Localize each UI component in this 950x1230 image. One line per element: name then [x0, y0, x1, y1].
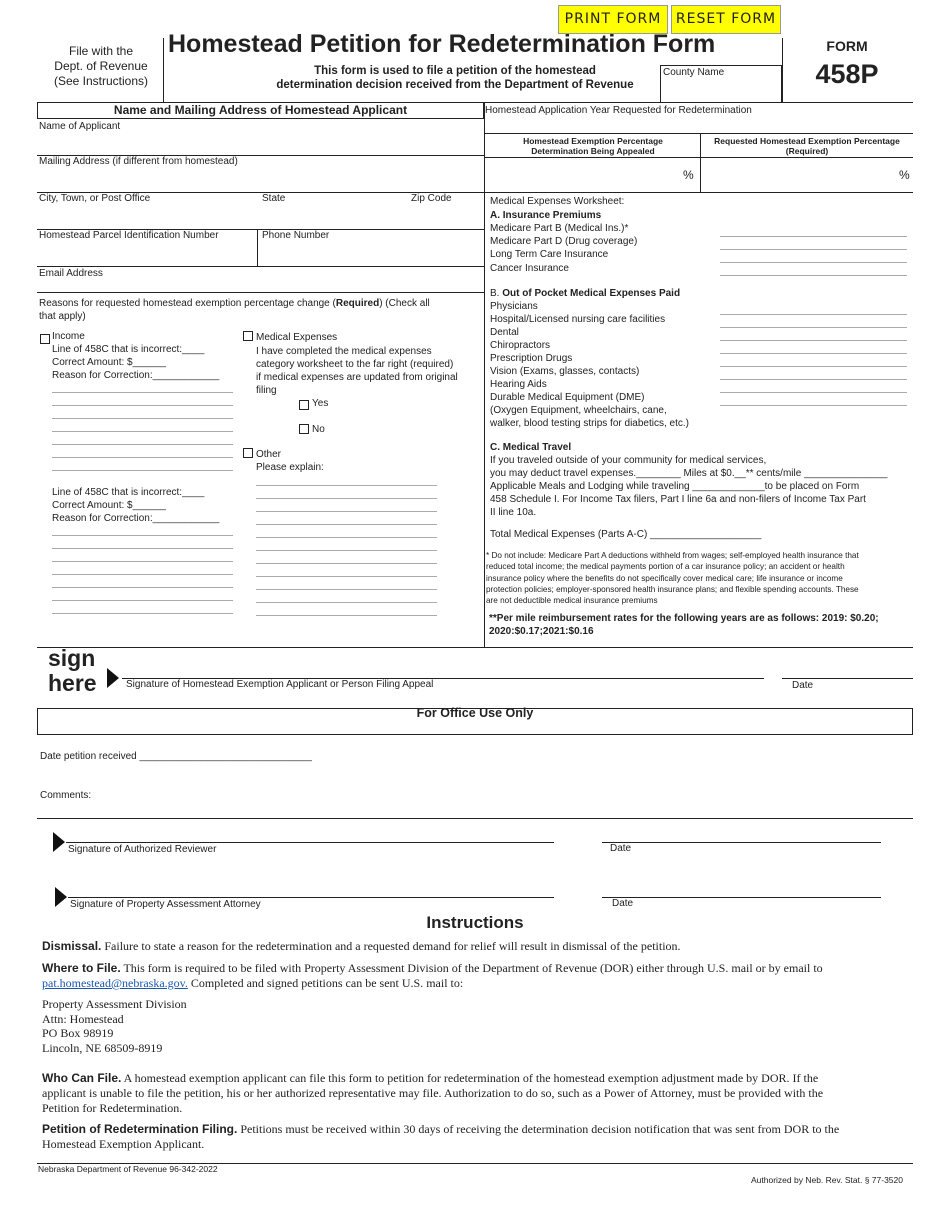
application-year-label: Homestead Application Year Requested for Redetermination: [485, 105, 752, 116]
form-label: FORM: [826, 38, 868, 54]
county-name-field[interactable]: [660, 65, 782, 103]
dismissal-paragraph: [42, 939, 912, 954]
email-link[interactable]: pat.homestead@nebraska.gov.: [42, 976, 188, 990]
who-heading: Who Can File.: [42, 1071, 122, 1085]
medical-expenses-checkbox[interactable]: [243, 331, 253, 341]
date-received-label: Date petition received _______________________________: [40, 751, 312, 762]
heading-prefix: B.: [490, 288, 503, 299]
insurance-premiums-heading: A. Insurance Premiums: [490, 210, 602, 221]
travel-line: 458 Schedule I. For Income Tax filers, Part I line 6a and non-filers of Income Tax Part: [490, 494, 866, 505]
worksheet-item: Vision (Exams, glasses, contacts): [490, 366, 640, 377]
medical-note-line: I have completed the medical expenses: [256, 346, 432, 357]
applicant-date-field[interactable]: [782, 660, 913, 678]
percent-sign: %: [683, 168, 694, 182]
worksheet-item: Durable Medical Equipment (DME): [490, 392, 645, 403]
file-with-line: File with the: [68, 44, 134, 58]
applicant-name-input[interactable]: [37, 133, 484, 155]
where-text: This form is required to be filed with Property Assessment Division of the Department of Revenue (DOR) either through U.S. mail or by email to: [120, 961, 823, 975]
parcel-id-input[interactable]: [37, 242, 257, 266]
reasons-intro-text: Reasons for requested homestead exemption percentage change (: [39, 298, 336, 309]
mailing-address-block: [42, 997, 187, 1055]
office-use-title: For Office Use Only: [416, 706, 534, 720]
reviewer-signature-label: Signature of Authorized Reviewer: [68, 844, 217, 855]
other-checkbox[interactable]: [243, 448, 253, 458]
reset-form-button[interactable]: RESET FORM: [671, 5, 781, 34]
petition-heading: Petition of Redetermination Filing.: [42, 1122, 238, 1136]
medical-expenses-note: [256, 345, 458, 397]
page-title: Homestead Petition for Redetermination Form: [168, 30, 716, 58]
sign-word: sign: [48, 645, 96, 671]
comments-label: Comments:: [40, 790, 92, 801]
footnote-line: are not deductible medical insurance premiums: [486, 596, 658, 606]
state-label: State: [262, 193, 286, 204]
rates-line: 2020:$0.17;2021:$0.16: [489, 626, 594, 637]
out-of-pocket-heading: [490, 288, 680, 299]
email-label: Email Address: [39, 268, 103, 279]
footer-left: Nebraska Department of Revenue 96-342-2022: [38, 1164, 218, 1174]
other-label: Other: [256, 449, 282, 460]
explain-label: Please explain:: [256, 462, 324, 473]
income-reason-a: Reason for Correction:____________: [52, 370, 220, 381]
heading-text: Out of Pocket Medical Expenses Paid: [502, 288, 681, 299]
zip-input[interactable]: [410, 205, 484, 229]
income-reason-b: Reason for Correction:____________: [52, 513, 220, 524]
sign-arrow-icon: [55, 887, 67, 907]
address-line: Lincoln, NE 68509-8919: [42, 1040, 163, 1055]
phone-label: Phone Number: [262, 230, 330, 241]
sign-arrow-icon: [107, 668, 119, 688]
worksheet-title: Medical Expenses Worksheet:: [490, 196, 625, 207]
worksheet-item: Dental: [490, 327, 519, 338]
worksheet-item: (Oxygen Equipment, wheelchairs, cane,: [490, 405, 667, 416]
footer-right: Authorized by Neb. Rev. Stat. § 77-3520: [751, 1175, 903, 1185]
income-amount-a: Correct Amount: $______: [52, 357, 166, 368]
total-medical-expenses: Total Medical Expenses (Parts A-C) ____________________: [490, 529, 762, 540]
applicant-signature-label: Signature of Homestead Exemption Applicant or Person Filing Appeal: [126, 679, 434, 690]
worksheet-item: Cancer Insurance: [490, 263, 569, 274]
income-line-b: Line of 458C that is incorrect:____: [52, 487, 205, 498]
header-line: Requested Homestead Exemption Percentage: [714, 136, 900, 146]
email-input[interactable]: [37, 280, 484, 292]
mailing-address-label: Mailing Address (if different from homestead): [39, 156, 238, 167]
subtitle-line: determination decision received from the Department of Revenue: [276, 79, 634, 91]
worksheet-item: Chiropractors: [490, 340, 551, 351]
phone-input[interactable]: [258, 242, 484, 266]
no-label: No: [312, 424, 325, 435]
applicant-date-label: Date: [792, 680, 814, 691]
state-input[interactable]: [260, 205, 400, 229]
footnote-line: * Do not include: Medicare Part A deductions withheld from wages; self-employed health insurance that: [486, 551, 859, 560]
medical-note-line: category worksheet to the far right (required): [256, 359, 454, 370]
petition-text: Petitions must be received within 30 days of receiving the determination decision notification that was sent from DOR to the: [237, 1122, 840, 1136]
medical-travel-heading: C. Medical Travel: [490, 442, 572, 453]
mailing-address-input[interactable]: [37, 168, 484, 192]
income-amount-b: Correct Amount: $______: [52, 500, 166, 511]
no-checkbox[interactable]: [299, 424, 309, 434]
file-with-line: (See Instructions): [53, 74, 149, 88]
reviewer-signature-field[interactable]: [66, 826, 554, 842]
address-line: Attn: Homestead: [42, 1011, 124, 1026]
attorney-signature-label: Signature of Property Assessment Attorney: [70, 899, 261, 910]
header-line: (Required): [785, 146, 829, 156]
rates-line: **Per mile reimbursement rates for the following years are as follows: 2019: $0.20;: [489, 613, 879, 624]
requested-percentage-header: [702, 136, 912, 156]
where-heading: Where to File.: [42, 961, 121, 975]
reasons-intro: [39, 297, 479, 323]
address-line: Property Assessment Division: [42, 997, 187, 1011]
reviewer-date-field[interactable]: [602, 826, 881, 842]
where-to-file-paragraph: [42, 961, 912, 991]
here-word: here: [48, 670, 97, 696]
city-label: City, Town, or Post Office: [39, 193, 151, 204]
worksheet-item: Physicians: [490, 301, 538, 312]
city-input[interactable]: [37, 205, 257, 229]
who-text: A homestead exemption applicant can file this form to petition for redetermination of the homestead exemption adjustment made by DOR. If the: [121, 1071, 819, 1085]
mileage-rates-note: [489, 612, 879, 638]
reviewer-date-label: Date: [610, 843, 632, 854]
dismissal-text: Failure to state a reason for the redetermination and a requested demand for relief will result in dismissal of the petition.: [101, 939, 681, 953]
yes-label: Yes: [312, 398, 329, 409]
travel-line: II line 10a.: [490, 507, 537, 518]
income-line-a: Line of 458C that is incorrect:____: [52, 344, 205, 355]
worksheet-item: Hospital/Licensed nursing care facilities: [490, 314, 666, 325]
applicant-name-label: Name of Applicant: [39, 121, 121, 132]
appealed-percentage-header: [486, 136, 700, 156]
file-with-note: [38, 44, 164, 89]
applicant-section-title: Name and Mailing Address of Homestead Applicant: [37, 102, 484, 119]
medical-expenses-label: Medical Expenses: [256, 332, 338, 343]
who-can-file-paragraph: [42, 1071, 912, 1116]
sign-arrow-icon: [53, 832, 65, 852]
who-text-2: applicant is unable to file the petition, his or her authorized representative may file. Authorization to do so, such as a Power of Attorney, must be provided with the: [42, 1086, 824, 1100]
income-label: Income: [52, 331, 85, 342]
worksheet-item: Long Term Care Insurance: [490, 249, 609, 260]
footnote-line: reduced total income; the medical payments portion of a car insurance policy; an accident or health: [486, 562, 845, 572]
reasons-intro-text: ) (Check all: [379, 298, 430, 309]
travel-line: If you traveled outside of your community for medical services,: [490, 455, 767, 466]
zip-label: Zip Code: [411, 193, 452, 204]
header-line: Homestead Exemption Percentage: [523, 136, 663, 146]
dismissal-heading: Dismissal.: [42, 939, 102, 953]
applicant-signature-field[interactable]: [122, 660, 764, 678]
travel-line: you may deduct travel expenses.________ Miles at $0.__** cents/mile _______________: [490, 468, 888, 479]
form-number: 458P: [815, 59, 879, 89]
application-year-input[interactable]: [485, 117, 912, 133]
yes-checkbox[interactable]: [299, 400, 309, 410]
worksheet-item: Medicare Part D (Drug coverage): [490, 236, 638, 247]
footnote-line: insurance policy where the benefits do not specifically cover medical care; life insurance or income: [486, 573, 843, 583]
where-text-2: Completed and signed petitions can be sent U.S. mail to:: [187, 976, 464, 990]
income-checkbox[interactable]: [40, 334, 50, 344]
worksheet-item: walker, blood testing strips for diabetics, etc.): [490, 418, 689, 429]
percent-sign: %: [899, 168, 910, 182]
requested-percentage-input[interactable]: [702, 160, 897, 190]
page-subtitle: [250, 64, 660, 92]
print-form-button[interactable]: PRINT FORM: [558, 5, 668, 34]
file-with-line: Dept. of Revenue: [54, 59, 148, 73]
header-line: Determination Being Appealed: [531, 146, 655, 156]
medical-note-line: if medical expenses are updated from original: [256, 372, 458, 383]
medical-note-line: filing: [256, 385, 277, 396]
petition-text-2: Homestead Exemption Applicant.: [42, 1137, 205, 1151]
travel-line: Applicable Meals and Lodging while traveling _____________to be placed on Form: [490, 481, 860, 492]
appealed-percentage-input[interactable]: [486, 160, 681, 190]
attorney-date-label: Date: [612, 898, 634, 909]
footnote-line: protection policies; employer-sponsored health insurance plans; and flexible spending accounts. These: [486, 584, 859, 594]
worksheet-item: Prescription Drugs: [490, 353, 573, 364]
worksheet-item: Medicare Part B (Medical Ins.)*: [490, 223, 629, 234]
parcel-id-label: Homestead Parcel Identification Number: [39, 230, 219, 241]
attorney-date-field[interactable]: [602, 881, 881, 897]
address-line: PO Box 98919: [42, 1026, 114, 1040]
subtitle-line: This form is used to file a petition of the homestead: [314, 65, 596, 77]
reasons-intro-text: that apply): [39, 311, 86, 322]
reasons-required: Required: [335, 298, 380, 309]
who-text-3: Petition for Redetermination.: [42, 1101, 183, 1115]
comments-field[interactable]: [100, 788, 913, 816]
sign-here-label: [48, 646, 97, 696]
attorney-signature-field[interactable]: [68, 881, 554, 897]
insurance-footnote: [486, 550, 859, 606]
petition-filing-paragraph: [42, 1122, 912, 1152]
county-name-label: County Name: [663, 67, 725, 78]
instructions-title: Instructions: [426, 913, 524, 932]
worksheet-item: Hearing Aids: [490, 379, 547, 390]
